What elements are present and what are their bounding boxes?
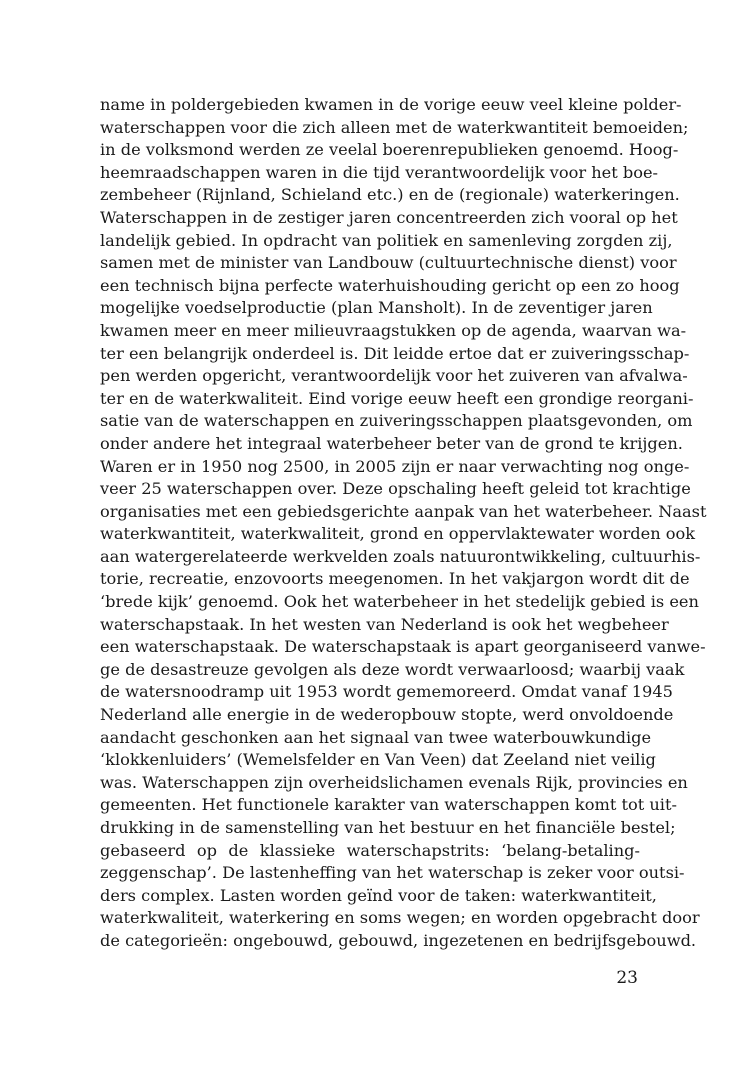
text-line-14: ter en de waterkwaliteit. Eind vorige eeuw heeft een grondige reorgani- <box>100 388 694 408</box>
page-number: 23 <box>616 968 638 988</box>
text-line-15: satie van de waterschappen en zuiveringsschappen plaatsgevonden, om <box>100 411 693 431</box>
text-line-23: ‘brede kijk’ genoemd. Ook het waterbeheer in het stedelijk gebied is een <box>100 592 699 612</box>
text-line-38: de categorieën: ongebouwd, gebouwd, ingezetenen en bedrijfsgebouwd. <box>100 930 697 950</box>
text-line-1: name in poldergebieden kwamen in de vorige eeuw veel kleine polder- <box>100 95 682 114</box>
text-line-9: een technisch bijna perfecte waterhuishouding gericht op een zo hoog <box>100 275 680 295</box>
text-line-5: zembeheer (Rijnland, Schieland etc.) en de (regionale) waterkeringen. <box>100 185 680 205</box>
body-text <box>100 94 707 953</box>
text-line-13: pen werden opgericht, verantwoordelijk voor het zuiveren van afvalwa- <box>100 366 688 386</box>
text-line-35: zeggenschap’. De lastenheffing van het waterschap is zeker voor outsi- <box>100 863 685 883</box>
text-line-19: organisaties met een gebiedsgerichte aanpak van het waterbeheer. Naast <box>100 501 707 521</box>
text-line-17: Waren er in 1950 nog 2500, in 2005 zijn er naar verwachting nog onge- <box>100 456 690 476</box>
text-line-25: een waterschapstaak. De waterschapstaak is apart georganiseerd vanwe- <box>100 637 706 657</box>
text-line-33: drukking in de samenstelling van het bestuur en het financiële bestel; <box>100 818 676 837</box>
text-line-8: samen met de minister van Landbouw (cultuurtechnische dienst) voor <box>100 253 677 273</box>
text-line-3: in de volksmond werden ze veelal boerenrepublieken genoemd. Hoog- <box>100 140 679 160</box>
text-line-11: kwamen meer en meer milieuvraagstukken op de agenda, waarvan wa- <box>100 320 687 340</box>
text-line-36: ders complex. Lasten worden geïnd voor de taken: waterkwantiteit, <box>100 885 657 905</box>
text-line-34: gebaseerd op de klassieke waterschapstrits: ‘belang-betaling- <box>100 840 640 860</box>
text-line-12: ter een belangrijk onderdeel is. Dit leidde ertoe dat er zuiveringsschap- <box>100 343 690 363</box>
text-line-22: torie, recreatie, enzovoorts meegenomen. In het vakjargon wordt dit de <box>100 569 690 589</box>
text-line-10: mogelijke voedselproductie (plan Mansholt). In de zeventiger jaren <box>100 298 653 318</box>
text-line-20: waterkwantiteit, waterkwaliteit, grond en oppervlaktewater worden ook <box>100 524 696 544</box>
text-line-32: gemeenten. Het functionele karakter van waterschappen komt tot uit- <box>100 795 677 815</box>
text-line-27: de watersnoodramp uit 1953 wordt gememoreerd. Omdat vanaf 1945 <box>100 682 673 702</box>
text-line-16: onder andere het integraal waterbeheer beter van de grond te krijgen. <box>100 433 683 453</box>
text-line-18: veer 25 waterschappen over. Deze opschaling heeft geleid tot krachtige <box>100 479 691 499</box>
text-line-7: landelijk gebied. In opdracht van politiek en samenleving zorgden zij, <box>100 230 673 250</box>
text-line-21: aan watergerelateerde werkvelden zoals natuurontwikkeling, cultuurhis- <box>100 546 701 566</box>
text-line-4: heemraadschappen waren in die tijd verantwoordelijk voor het boe- <box>100 162 659 182</box>
text-line-6: Waterschappen in de zestiger jaren concentreerden zich vooral op het <box>100 207 678 227</box>
text-line-2: waterschappen voor die zich alleen met de waterkwantiteit bemoeiden; <box>100 117 689 137</box>
text-line-26: ge de desastreuze gevolgen als deze wordt verwaarloosd; waarbij vaak <box>100 659 685 679</box>
text-line-30: ‘klokkenluiders’ (Wemelsfelder en Van Veen) dat Zeeland niet veilig <box>100 750 656 770</box>
text-line-28: Nederland alle energie in de wederopbouw stopte, werd onvoldoende <box>100 705 674 725</box>
text-line-31: was. Waterschappen zijn overheidslichamen evenals Rijk, provincies en <box>100 772 688 792</box>
text-line-24: waterschapstaak. In het westen van Nederland is ook het wegbeheer <box>100 614 669 634</box>
text-line-37: waterkwaliteit, waterkering en soms wegen; en worden opgebracht door <box>100 908 700 928</box>
text-line-29: aandacht geschonken aan het signaal van twee waterbouwkundige <box>100 727 652 747</box>
